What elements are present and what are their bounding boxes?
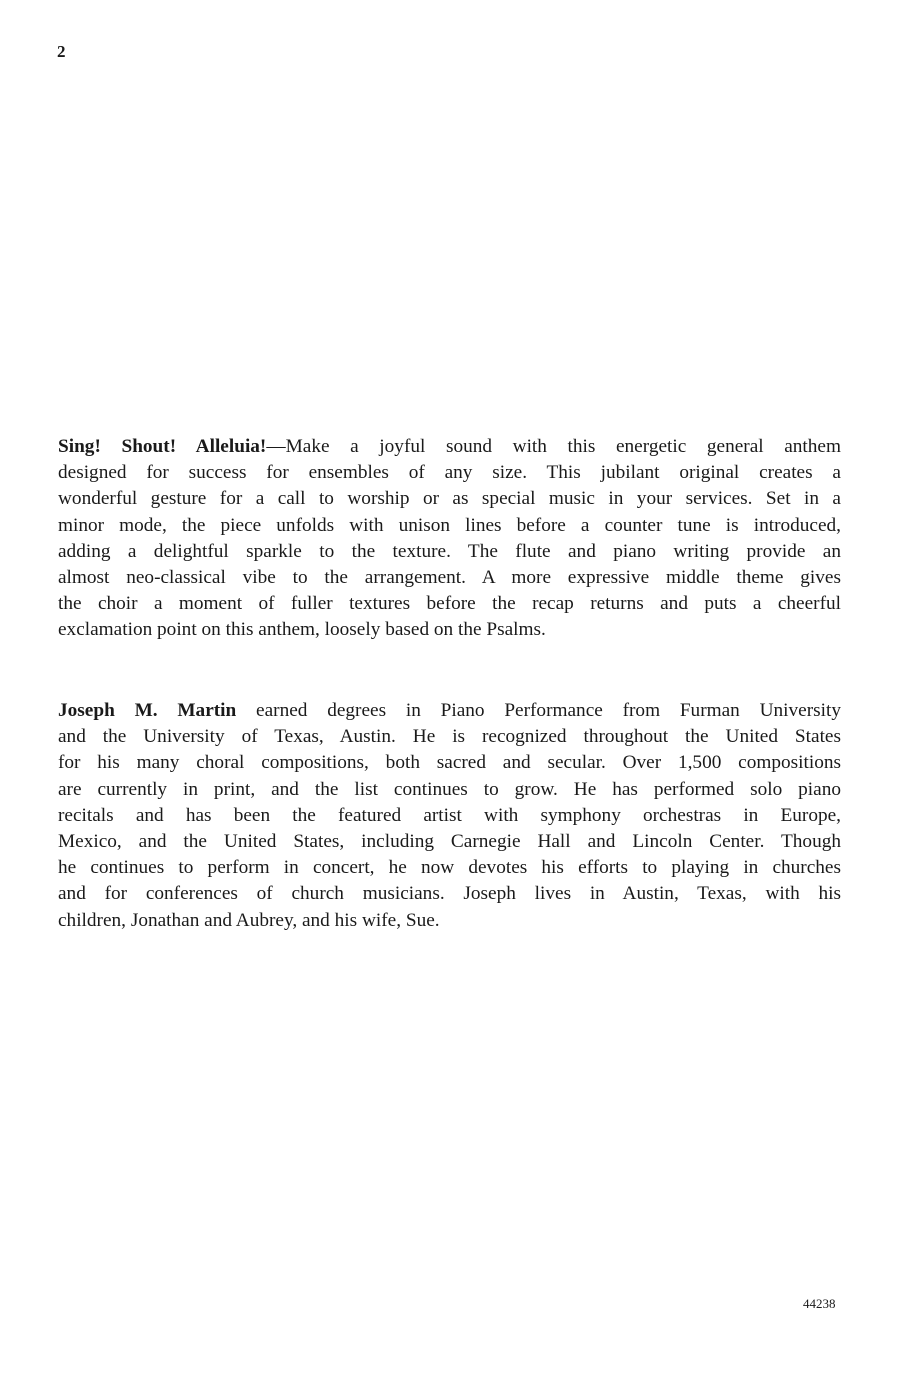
text-line: adding a delightful sparkle to the texture. The flute and piano writing provide an <box>58 540 841 562</box>
text-line: wonderful gesture for a call to worship or as special music in your services. Set in a <box>58 488 841 510</box>
text-line <box>58 434 841 460</box>
anthem-title: Sing! Shout! Alleluia! <box>58 436 267 457</box>
text-line: almost neo-classical vibe to the arrangement. A more expressive middle theme gives <box>58 566 841 588</box>
text-line: exclamation point on this anthem, loosely based on the Psalms. <box>58 619 546 641</box>
composer-name: Joseph M. Martin <box>58 700 237 721</box>
catalog-number: 44238 <box>803 1296 836 1311</box>
text-line <box>58 698 841 724</box>
text-line: recitals and has been the featured artist with symphony orchestras in Europe, <box>58 804 841 826</box>
text-line: are currently in print, and the list continues to grow. He has performed solo piano <box>58 778 841 800</box>
text-line: and for conferences of church musicians. Joseph lives in Austin, Texas, with his <box>58 883 841 905</box>
composer-biography <box>58 698 841 934</box>
text-line: children, Jonathan and Aubrey, and his wife, Sue. <box>58 909 440 931</box>
text-line: for his many choral compositions, both sacred and secular. Over 1,500 compositions <box>58 752 841 774</box>
text-line-content: —Make a joyful sound with this energetic general anthem <box>266 436 841 457</box>
text-line: and the University of Texas, Austin. He is recognized throughout the United States <box>58 726 841 748</box>
text-line: designed for success for ensembles of any size. This jubilant original creates a <box>58 462 841 484</box>
page-number: 2 <box>57 42 66 61</box>
text-line: the choir a moment of fuller textures before the recap returns and puts a cheerful <box>58 593 841 615</box>
anthem-description <box>58 434 841 644</box>
text-line: minor mode, the piece unfolds with unison lines before a counter tune is introduced, <box>58 514 841 536</box>
text-line: he continues to perform in concert, he now devotes his efforts to playing in churches <box>58 857 841 879</box>
text-line: Mexico, and the United States, including Carnegie Hall and Lincoln Center. Though <box>58 830 841 852</box>
text-line-content: earned degrees in Piano Performance from Furman University <box>236 700 841 721</box>
